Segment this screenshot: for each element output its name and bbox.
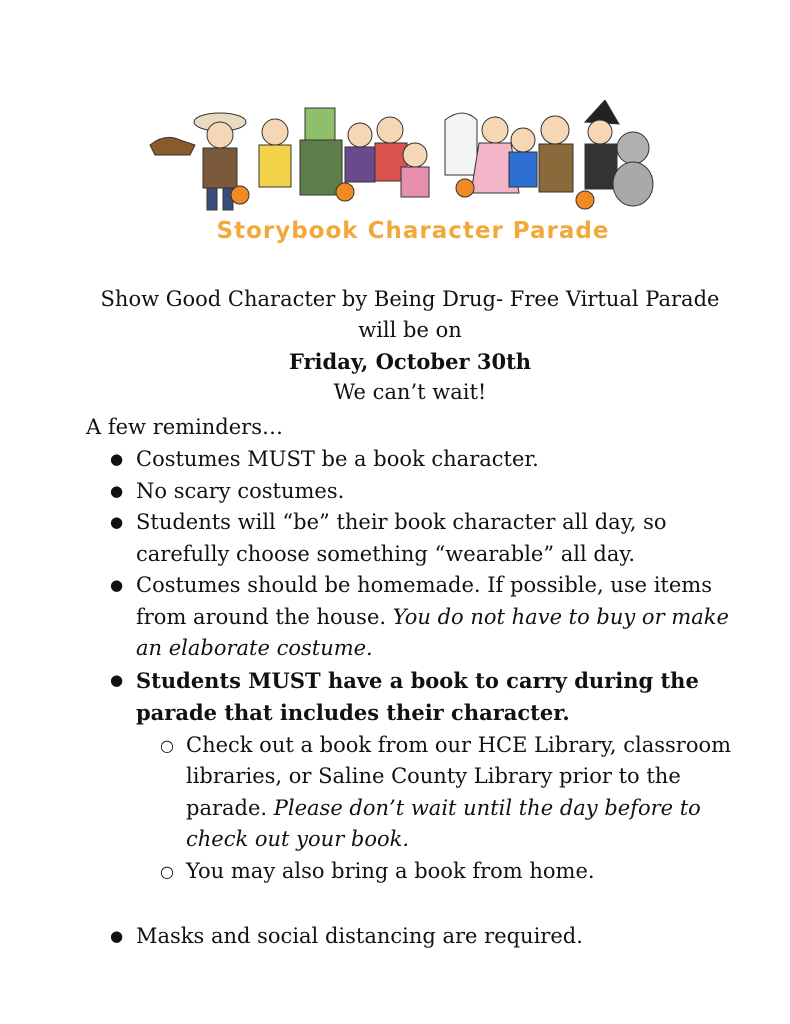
- sub-list-item: ○ Check out a book from our HCE Library, classroom libraries, or Saline County Library prior to the parade. Please don’t wait until the day before to check out your book.: [136, 730, 748, 856]
- list-item: ● Costumes MUST be a book character.: [108, 444, 748, 476]
- reminders-list: [108, 444, 748, 953]
- list-item: ● No scary costumes.: [108, 476, 748, 508]
- intro-line-1: Show Good Character by Being Drug- Free Virtual Parade: [100, 287, 720, 311]
- intro-line-2: will be on: [358, 318, 462, 342]
- list-item: ● Students will “be” their book character all day, so carefully choose something “wearable” all day.: [108, 507, 748, 570]
- reminders-heading: A few reminders…: [86, 415, 283, 439]
- parade-date: Friday, October 30th: [288, 349, 532, 374]
- banner-title: Storybook Character Parade: [216, 218, 610, 244]
- intro: [60, 284, 760, 408]
- banner: [145, 100, 665, 250]
- sub-list-item: ○ You may also bring a book from home.: [136, 856, 748, 888]
- list-item: ● Costumes should be homemade. If possible, use items from around the house. You do not have to buy or make an elaborate costume.: [108, 570, 748, 665]
- costumed-children-illustration: [145, 100, 665, 215]
- list-item: ● Masks and social distancing are required.: [108, 921, 748, 953]
- intro-line-4: We can’t wait!: [333, 380, 487, 404]
- list-item: ● Students MUST have a book to carry during the parade that includes their character. ○ Check out a book from our HCE Library, classroom libraries, or Saline County Library prior to the parade. Please don’t wait until the day before to check out your book. ○ You may also bring a book from home.: [108, 665, 748, 888]
- sub-list: [136, 730, 748, 888]
